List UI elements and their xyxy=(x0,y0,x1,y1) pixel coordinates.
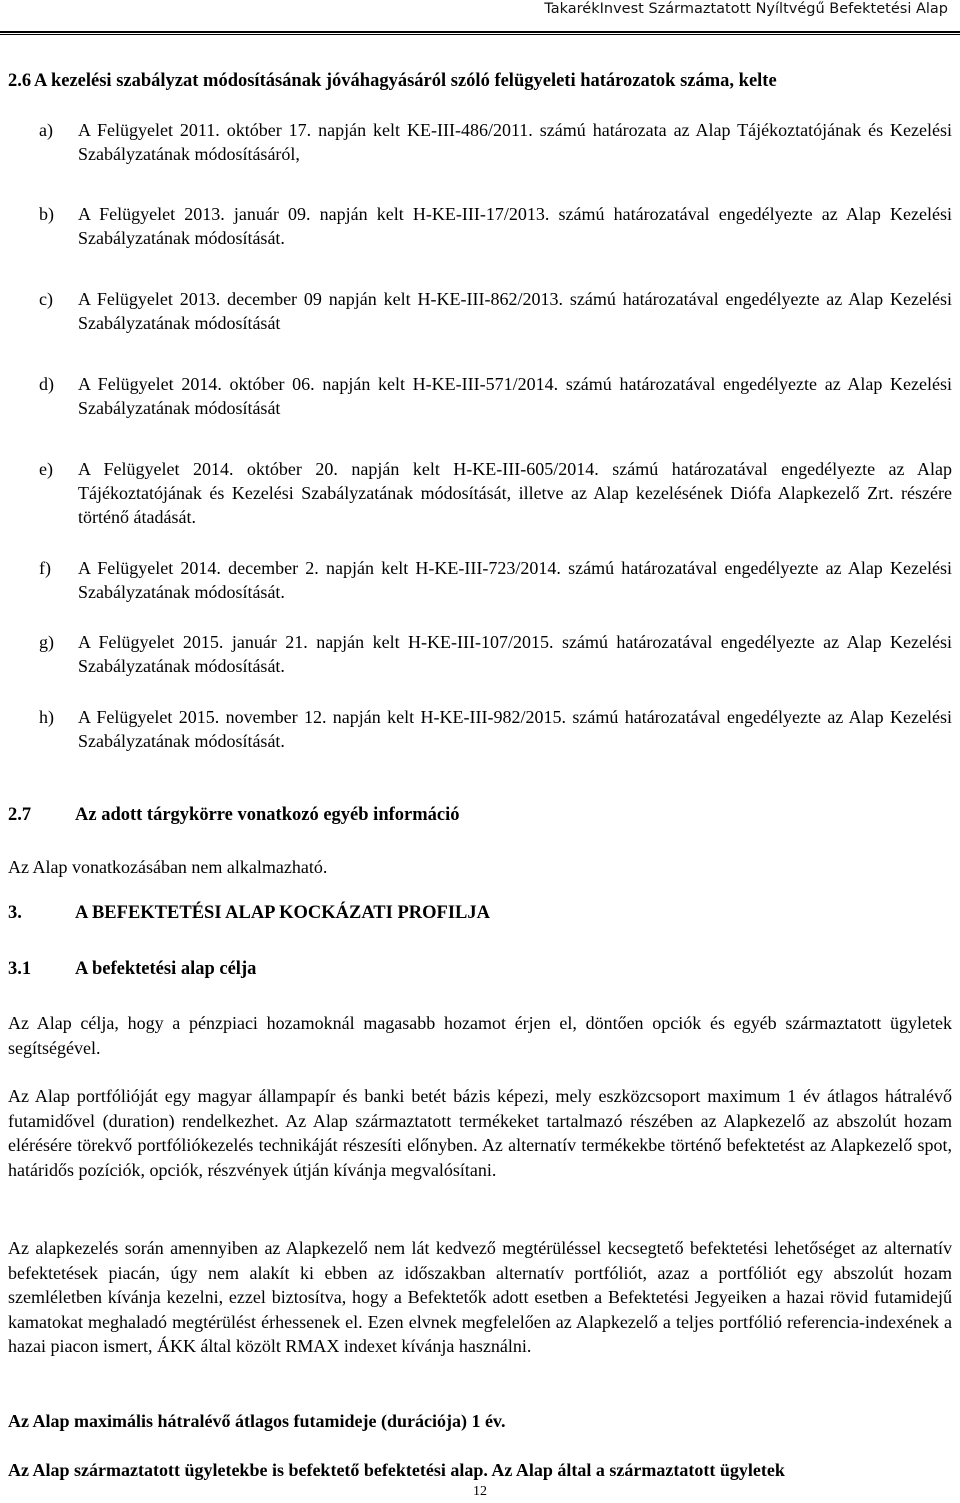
list-item xyxy=(39,457,952,529)
list-item xyxy=(39,630,952,678)
paragraph: Az Alap portfólióját egy magyar állampapír és banki betét bázis képezi, mely eszközcsoport maximum 1 év átlagos hátralévő futamidővel (duration) rendelkezhet. Az Alap származtatott termékeket tartalmazó részében az Alapkezelő az abszolút hozam elérésére törekvő portfóliókezelés technikáját részesíti előnyben. Az alternatív termékekbe történő befektetést az Alapkezelő spot, határidős pozíciók, opciók, részvények útján kívánja megvalósítani. xyxy=(8,1086,952,1180)
section-title: Az adott tárgykörre vonatkozó egyéb információ xyxy=(75,805,460,825)
bold-statement: Az Alap maximális hátralévő átlagos futamideje (durációja) 1 év. xyxy=(8,1411,506,1431)
section-number: 2.6 xyxy=(8,71,32,91)
list-item-label: a) xyxy=(39,120,53,140)
list-item xyxy=(39,118,952,166)
list-item xyxy=(39,705,952,753)
list-item-text: A Felügyelet 2014. október 20. napján kelt H-KE-III-605/2014. számú határozatával engedélyezte az Alap Tájékoztatójának és Kezelési Szabályzatának módosítását, illetve az Alap kezelésének Diófa Alapkezelő Zrt. részére történő átadását. xyxy=(78,459,952,527)
list-item-label: e) xyxy=(39,459,53,479)
section-2-7-heading xyxy=(8,805,460,826)
section-number: 2.7 xyxy=(8,805,32,825)
list-item-text: A Felügyelet 2014. október 06. napján kelt H-KE-III-571/2014. számú határozatával engedélyezte az Alap Kezelési Szabályzatának módosítását xyxy=(78,374,952,418)
paragraph: Az alapkezelés során amennyiben az Alapkezelő nem lát kedvező megtérüléssel kecsegtető befektetési lehetőséget az alternatív befektetések piacán, úgy nem alakít ki ebben az időszakban alternatív portfóliót, azaz a portfóliót egy abszolút hozam szemléletben kívánja kezelni, ezzel biztosítva, hogy a Befektetők adott esetben a Befektetési Jegyeiken a hazai rövid futamidejű kamatokat meghaladó megtérülést érhessenek el. Ezen elvnek megfelelően az Alapkezelő a teljes portfólió referencia-indexének a hazai piacon ismert, ÁKK által közölt RMAX indexet kívánja használni. xyxy=(8,1238,952,1356)
paragraph: Az Alap vonatkozásában nem alkalmazható. xyxy=(8,857,328,877)
section-number: 3. xyxy=(8,903,22,923)
list-item-text: A Felügyelet 2014. december 2. napján kelt H-KE-III-723/2014. számú határozatával engedélyezte az Alap Kezelési Szabályzatának módosítását. xyxy=(78,558,952,602)
list-item-text: A Felügyelet 2013. január 09. napján kelt H-KE-III-17/2013. számú határozatával engedélyezte az Alap Kezelési Szabályzatának módosítását. xyxy=(78,204,952,248)
list-item-text: A Felügyelet 2013. december 09 napján kelt H-KE-III-862/2013. számú határozatával engedélyezte az Alap Kezelési Szabályzatának módosítását xyxy=(78,289,952,333)
bold-statement: Az Alap származtatott ügyletekbe is befektető befektetési alap. Az Alap által a származtatott ügyletek xyxy=(8,1460,785,1480)
header-divider xyxy=(0,31,960,35)
section-3-1-heading xyxy=(8,959,256,980)
list-item-label: g) xyxy=(39,632,54,652)
running-header: TakarékInvest Származtatott Nyíltvégű Befektetési Alap xyxy=(544,1,948,17)
list-item-text: A Felügyelet 2015. november 12. napján kelt H-KE-III-982/2015. számú határozatával engedélyezte az Alap Kezelési Szabályzatának módosítását. xyxy=(78,707,952,751)
page-number: 12 xyxy=(473,1484,487,1499)
section-number: 3.1 xyxy=(8,959,32,979)
list-item-text: A Felügyelet 2015. január 21. napján kelt H-KE-III-107/2015. számú határozatával engedélyezte az Alap Kezelési Szabályzatának módosítását. xyxy=(78,632,952,676)
list-item-label: b) xyxy=(39,204,54,224)
list-item xyxy=(39,372,952,420)
list-item-label: d) xyxy=(39,374,54,394)
section-2-6-heading xyxy=(8,71,777,92)
list-item xyxy=(39,287,952,335)
section-title: A BEFEKTETÉSI ALAP KOCKÁZATI PROFILJA xyxy=(75,903,490,923)
list-item xyxy=(39,556,952,604)
list-item-label: f) xyxy=(39,558,51,578)
section-title: A kezelési szabályzat módosításának jóváhagyásáról szóló felügyeleti határozatok száma, kelte xyxy=(34,71,777,91)
section-3-heading xyxy=(8,903,490,924)
list-item-label: h) xyxy=(39,707,54,727)
section-title: A befektetési alap célja xyxy=(75,959,257,979)
list-item-text: A Felügyelet 2011. október 17. napján kelt KE-III-486/2011. számú határozata az Alap Tájékoztatójának és Kezelési Szabályzatának módosításáról, xyxy=(78,120,952,164)
list-item-label: c) xyxy=(39,289,53,309)
paragraph: Az Alap célja, hogy a pénzpiaci hozamoknál magasabb hozamot érjen el, döntően opciók és egyéb származtatott ügyletek segítségével. xyxy=(8,1013,952,1058)
list-item xyxy=(39,202,952,250)
